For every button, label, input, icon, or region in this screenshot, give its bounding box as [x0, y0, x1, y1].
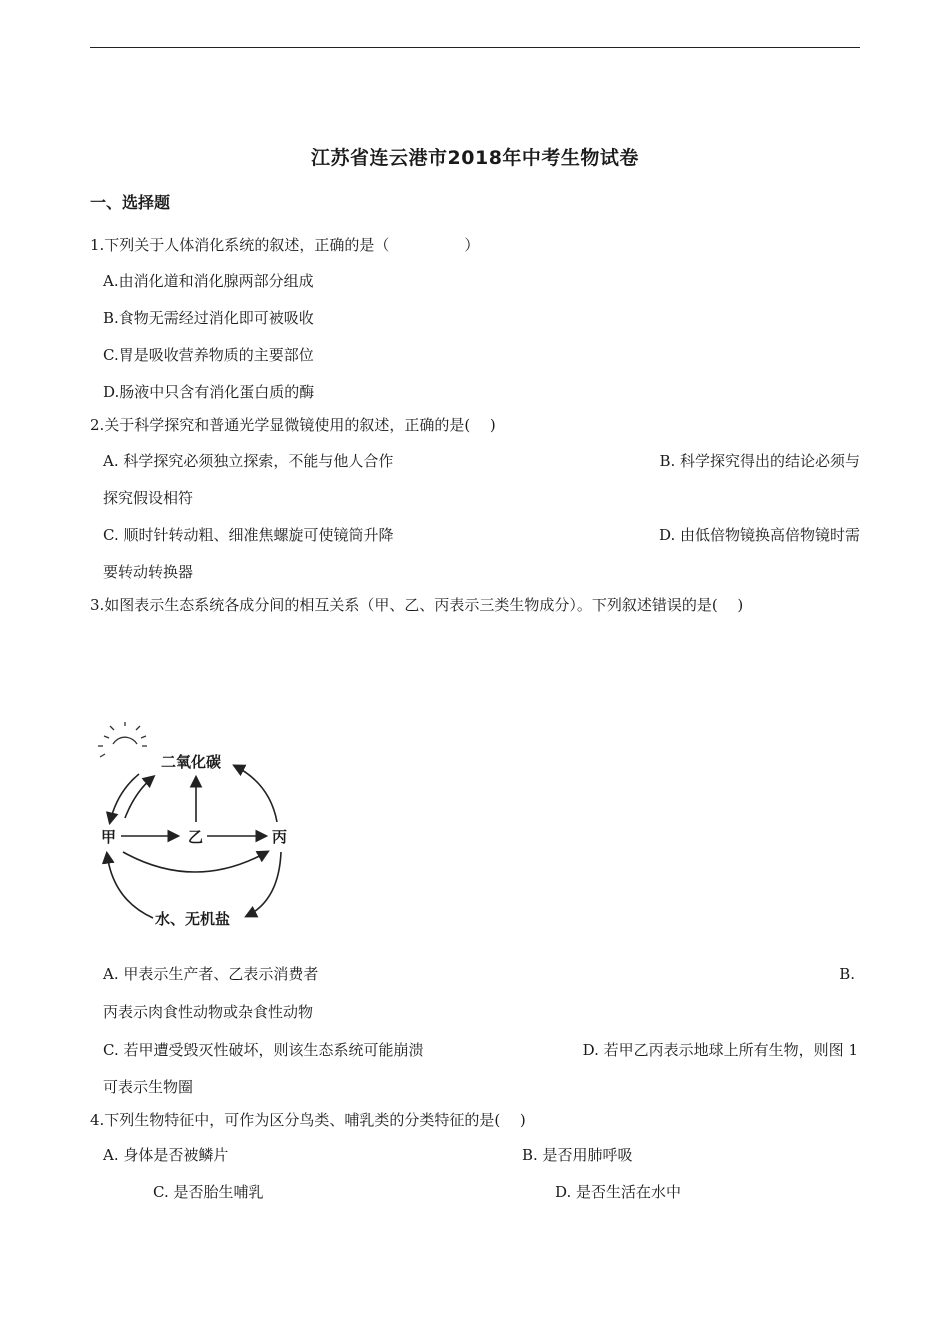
question-4-option-d: D. 是否生活在水中	[555, 1183, 682, 1201]
question-4-option-b: B. 是否用肺呼吸	[522, 1146, 633, 1164]
document-title: 江苏省连云港市2018年中考生物试卷	[311, 147, 639, 169]
question-2-option-b: B. 科学探究得出的结论必须与	[659, 452, 860, 470]
question-4-option-a: A. 身体是否被鳞片	[103, 1146, 229, 1164]
question-2-option-b-continued: 探究假设相符	[103, 489, 194, 507]
question-2-stem: 2.关于科学探究和普通光学显微镜使用的叙述，正确的是( )	[90, 416, 496, 434]
question-2-option-a: A. 科学探究必须独立探索，不能与他人合作	[103, 452, 394, 470]
question-3-stem: 3.如图表示生态系统各成分间的相互关系（甲、乙、丙表示三类生物成分）。下列叙述错误的是( )	[90, 596, 744, 614]
diagram-label-jia: 甲	[101, 828, 117, 846]
question-2-option-d-continued: 要转动转换器	[103, 563, 194, 581]
question-3-option-b-continued: 丙表示肉食性动物或杂食性动物	[103, 1003, 314, 1021]
diagram-label-water-salt: 水、无机盐	[155, 910, 231, 928]
question-3-option-a: A. 甲表示生产者、乙表示消费者	[103, 965, 319, 983]
question-4-option-c: C. 是否胎生哺乳	[153, 1183, 264, 1201]
question-1-stem: 1.下列关于人体消化系统的叙述，正确的是（ ）	[90, 236, 480, 254]
sun-icon	[98, 722, 147, 757]
ecosystem-diagram	[95, 722, 300, 937]
question-3-option-d: D. 若甲乙丙表示地球上所有生物，则图 1	[582, 1041, 858, 1059]
diagram-label-co2: 二氧化碳	[161, 753, 222, 771]
question-3-option-d-continued: 可表示生物圈	[103, 1078, 194, 1096]
question-1-option-a: A.由消化道和消化腺两部分组成	[103, 272, 314, 290]
header-rule	[90, 47, 860, 48]
question-3-option-c: C. 若甲遭受毁灭性破坏，则该生态系统可能崩溃	[103, 1041, 424, 1059]
question-3-option-b: B.	[839, 965, 855, 983]
section-heading: 一、选择题	[90, 193, 171, 212]
question-2-option-c: C. 顺时针转动粗、细准焦螺旋可使镜筒升降	[103, 526, 394, 544]
diagram-label-yi: 乙	[188, 828, 204, 846]
question-1-option-d: D.肠液中只含有消化蛋白质的酶	[103, 383, 315, 401]
diagram-label-bing: 丙	[272, 828, 288, 846]
question-1-option-b: B.食物无需经过消化即可被吸收	[103, 309, 314, 327]
question-4-stem: 4.下列生物特征中，可作为区分鸟类、哺乳类的分类特征的是( )	[90, 1111, 526, 1129]
question-2-option-d: D. 由低倍物镜换高倍物镜时需	[658, 526, 860, 544]
question-1-option-c: C.胃是吸收营养物质的主要部位	[103, 346, 314, 364]
